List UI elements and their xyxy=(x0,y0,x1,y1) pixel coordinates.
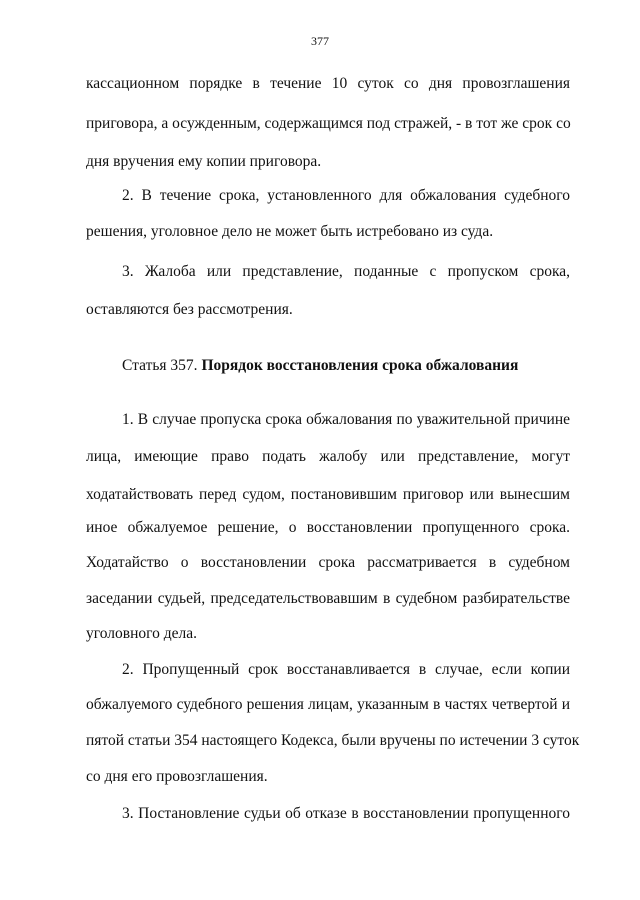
text-line: 2. Пропущенный срок восстанавливается в случае, если копии xyxy=(122,661,570,678)
text-line: 3. Постановление судьи об отказе в восстановлении пропущенного xyxy=(122,805,570,822)
text-line: 1. В случае пропуска срока обжалования по уважительной причине xyxy=(122,411,570,428)
text-line: пятой статьи 354 настоящего Кодекса, были вручены по истечении 3 суток xyxy=(86,732,580,749)
article-heading xyxy=(122,356,606,376)
text-line: оставляются без рассмотрения. xyxy=(86,301,293,318)
text-line: кассационном порядке в течение 10 суток со дня провозглашения xyxy=(86,75,570,92)
text-line: заседании судьей, председательствовавшим в судебном разбирательстве xyxy=(86,590,570,607)
text-line: иное обжалуемое решение, о восстановлении пропущенного срока. xyxy=(86,519,570,536)
text-line: Ходатайство о восстановлении срока рассматривается в судебном xyxy=(86,554,570,571)
text-line: решения, уголовное дело не может быть истребовано из суда. xyxy=(86,223,494,240)
article-title: Порядок восстановления срока обжалования xyxy=(201,357,519,374)
text-line: лица, имеющие право подать жалобу или представление, могут xyxy=(86,448,570,465)
article-number: Статья 357. xyxy=(122,357,198,374)
page-number: 377 xyxy=(311,34,329,48)
text-line: дня вручения ему копии приговора. xyxy=(86,153,322,170)
text-line: 2. В течение срока, установленного для обжалования судебного xyxy=(122,187,570,204)
text-line: приговора, а осужденным, содержащимся под стражей, - в тот же срок со xyxy=(86,115,571,132)
text-line: уголовного дела. xyxy=(86,625,197,642)
text-line: со дня его провозглашения. xyxy=(86,768,268,785)
text-line: обжалуемого судебного решения лицам, указанным в частях четвертой и xyxy=(86,696,570,713)
text-line: ходатайствовать перед судом, постановившим приговор или вынесшим xyxy=(86,486,570,503)
text-line: 3. Жалоба или представление, поданные с пропуском срока, xyxy=(122,263,570,280)
